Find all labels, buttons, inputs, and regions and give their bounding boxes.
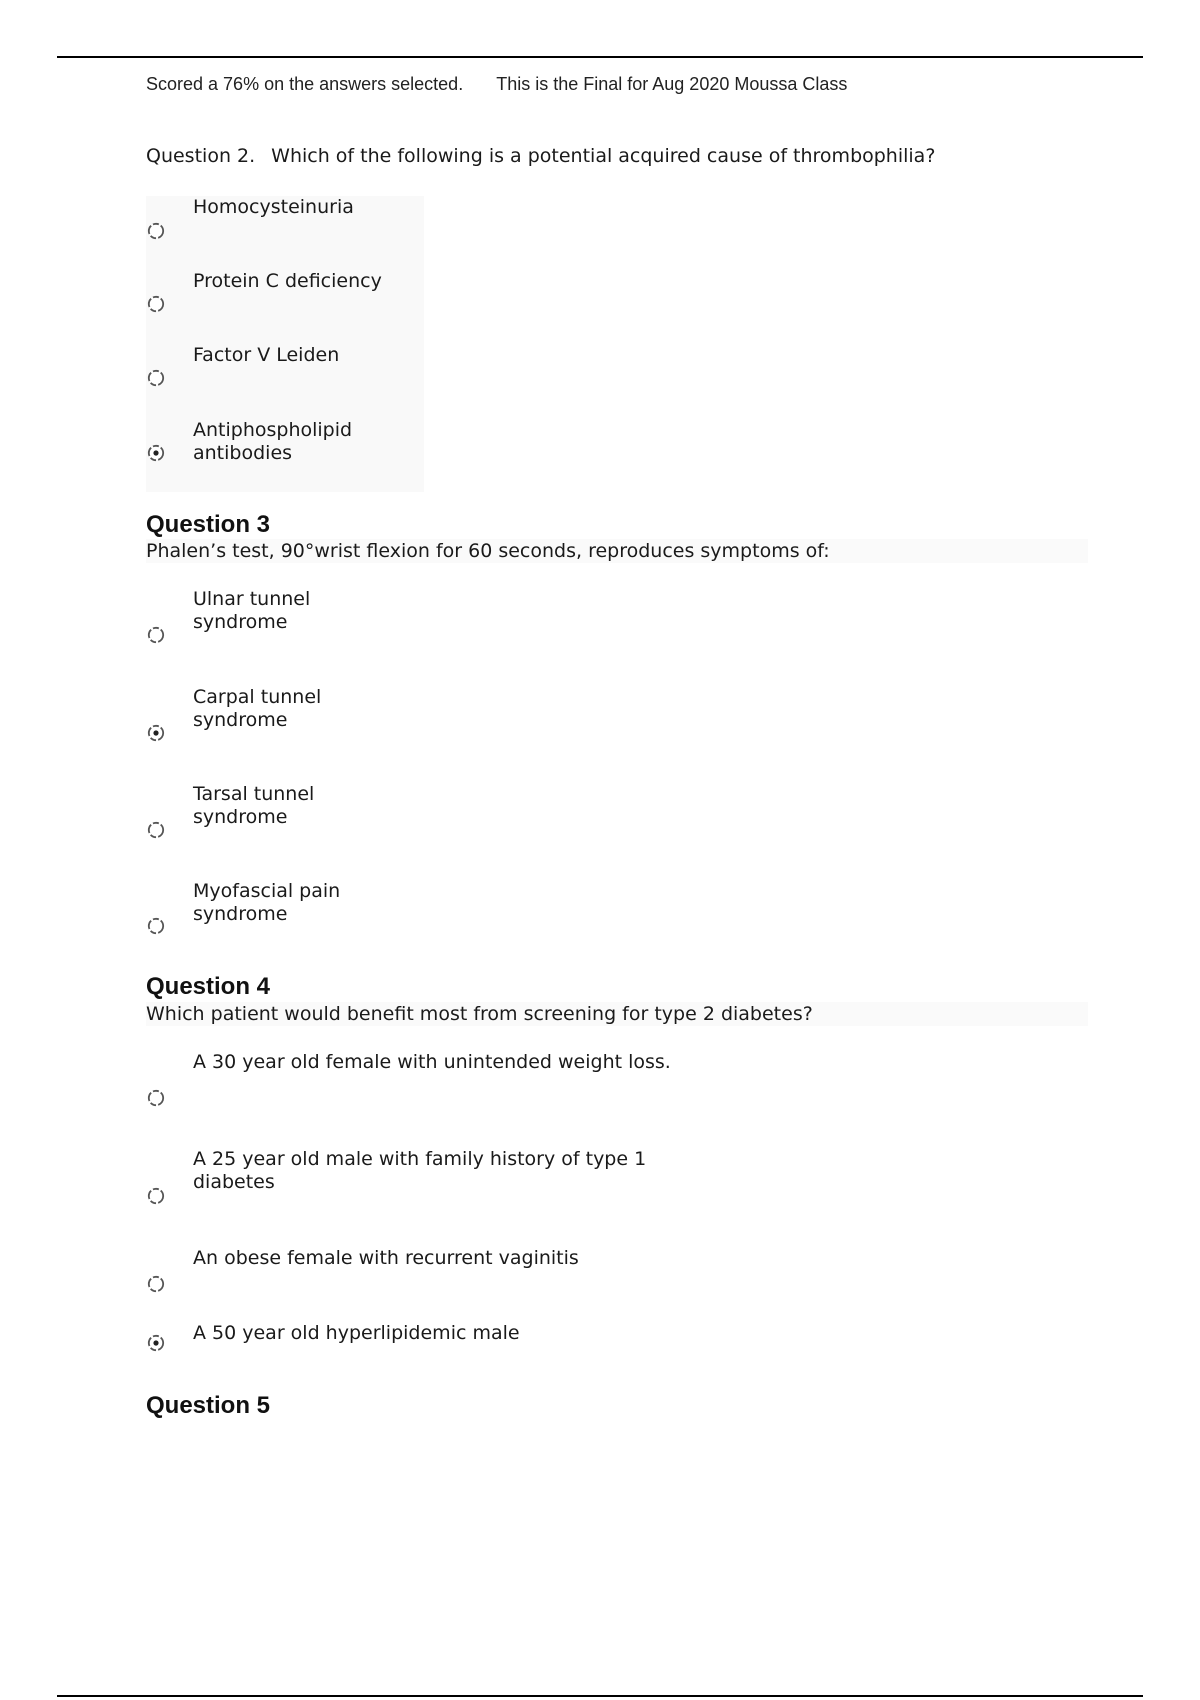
q4-option-2-label: A 25 year old male with family history of type 1 diabetes [193, 1148, 647, 1193]
q3-option-4-label: Myofascial pain syndrome [193, 880, 341, 925]
page-header [146, 74, 847, 95]
question-2-prompt [146, 145, 935, 167]
q3-option-1-label: Ulnar tunnel syndrome [193, 588, 311, 633]
radio-unselected-icon[interactable] [146, 1186, 166, 1206]
question-4-prompt: Which patient would benefit most from screening for type 2 diabetes? [146, 1002, 1088, 1026]
exam-note: This is the Final for Aug 2020 Moussa Class [496, 74, 848, 94]
radio-unselected-icon[interactable] [146, 221, 166, 241]
radio-selected-icon[interactable] [146, 443, 166, 463]
q4-option-1-label: A 30 year old female with unintended weight loss. [193, 1051, 671, 1073]
radio-unselected-icon[interactable] [146, 625, 166, 645]
radio-unselected-icon[interactable] [146, 820, 166, 840]
q4-option-4-label: A 50 year old hyperlipidemic male [193, 1322, 520, 1344]
question-2-text: Which of the following is a potential acquired cause of thrombophilia? [271, 145, 936, 167]
radio-unselected-icon[interactable] [146, 1088, 166, 1108]
radio-unselected-icon[interactable] [146, 1274, 166, 1294]
top-rule [57, 56, 1143, 58]
q4-option-3-label: An obese female with recurrent vaginitis [193, 1247, 579, 1269]
q2-option-3-label: Factor V Leiden [193, 344, 340, 366]
question-3-prompt: Phalen’s test, 90°wrist flexion for 60 seconds, reproduces symptoms of: [146, 539, 1088, 563]
q2-option-4-label: Antiphospholipid antibodies [193, 419, 353, 464]
question-2-label: Question 2. [146, 145, 256, 167]
q3-option-3-label: Tarsal tunnel syndrome [193, 783, 315, 828]
radio-unselected-icon[interactable] [146, 916, 166, 936]
question-5-title: Question 5 [146, 1392, 271, 1419]
q3-option-2-label: Carpal tunnel syndrome [193, 686, 322, 731]
q2-option-2-label: Protein C deficiency [193, 270, 382, 292]
bottom-rule [57, 1695, 1143, 1697]
question-3-title: Question 3 [146, 511, 271, 538]
radio-unselected-icon[interactable] [146, 368, 166, 388]
radio-selected-icon[interactable] [146, 723, 166, 743]
radio-unselected-icon[interactable] [146, 294, 166, 314]
q2-option-1-label: Homocysteinuria [193, 196, 354, 218]
score-note: Scored a 76% on the answers selected. [146, 74, 464, 94]
question-4-title: Question 4 [146, 973, 271, 1000]
radio-selected-icon[interactable] [146, 1333, 166, 1353]
